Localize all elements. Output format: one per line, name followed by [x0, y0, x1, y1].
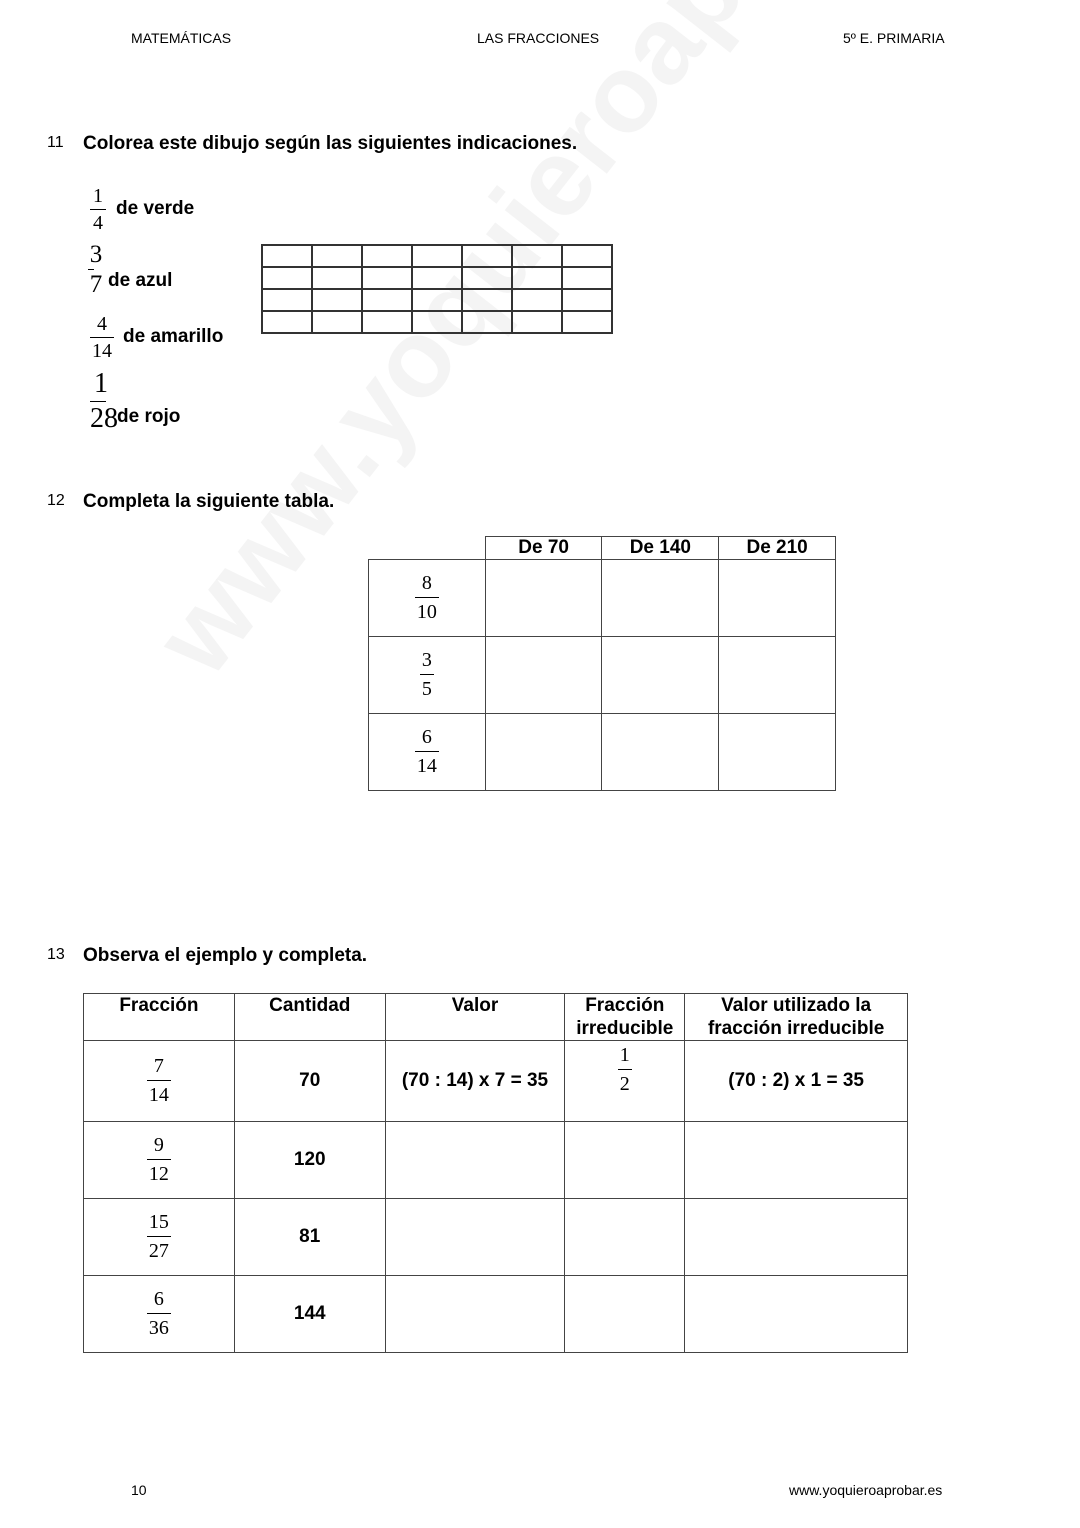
footer-site: www.yoquieroaprobar.es	[789, 1482, 943, 1498]
row-cantidad: 81	[234, 1199, 385, 1276]
denominator: 14	[92, 340, 112, 362]
grid-cell[interactable]	[362, 311, 412, 333]
denominator: 10	[416, 601, 437, 623]
numerator: 1	[93, 185, 103, 207]
row-fraction	[84, 1276, 235, 1353]
grid-cell[interactable]	[412, 245, 462, 267]
answer-cell[interactable]	[565, 1199, 685, 1276]
numerator: 1	[94, 368, 108, 399]
numerator: 7	[153, 1054, 164, 1077]
q11-fraction-1	[90, 186, 106, 233]
q12-col-header: De 140	[602, 537, 719, 560]
grid-cell[interactable]	[412, 267, 462, 289]
answer-cell[interactable]	[602, 637, 719, 714]
header-grade: 5º E. PRIMARIA	[843, 30, 945, 46]
answer-cell[interactable]	[385, 1276, 565, 1353]
grid-cell[interactable]	[512, 289, 562, 311]
row-fraction	[84, 1122, 235, 1199]
grid-cell[interactable]	[312, 245, 362, 267]
grid-cell[interactable]	[362, 267, 412, 289]
table-row	[84, 1041, 908, 1122]
q13-number: 13	[47, 946, 65, 963]
numerator: 8	[421, 572, 432, 594]
denominator: 5	[421, 678, 432, 700]
q11-label-4: de rojo	[117, 406, 181, 427]
q13-col-header: Valor	[385, 994, 565, 1041]
grid-cell[interactable]	[562, 311, 612, 333]
header-subject: MATEMÁTICAS	[131, 30, 232, 46]
denominator: 36	[148, 1316, 169, 1339]
grid-cell[interactable]	[512, 245, 562, 267]
table-row	[369, 637, 836, 714]
row-cantidad: 70	[234, 1041, 385, 1122]
answer-cell[interactable]	[565, 1276, 685, 1353]
grid-cell[interactable]	[262, 289, 312, 311]
grid-cell[interactable]	[462, 245, 512, 267]
table-row	[84, 1122, 908, 1199]
q13-table	[83, 993, 908, 1353]
grid-cell[interactable]	[562, 245, 612, 267]
answer-cell[interactable]	[485, 637, 602, 714]
answer-cell[interactable]	[485, 714, 602, 791]
denominator: 14	[416, 755, 437, 777]
grid-cell[interactable]	[512, 267, 562, 289]
row-valor: (70 : 14) x 7 = 35	[385, 1041, 565, 1122]
q12-col-header: De 70	[485, 537, 602, 560]
grid-cell[interactable]	[312, 289, 362, 311]
grid-cell[interactable]	[262, 267, 312, 289]
answer-cell[interactable]	[719, 560, 836, 637]
numerator: 6	[421, 726, 432, 748]
q13-title: Observa el ejemplo y completa.	[83, 945, 368, 966]
denominator: 4	[93, 212, 103, 234]
empty-corner	[369, 537, 486, 560]
answer-cell[interactable]	[385, 1122, 565, 1199]
answer-cell[interactable]	[485, 560, 602, 637]
denominator: 14	[148, 1083, 169, 1106]
answer-cell[interactable]	[719, 637, 836, 714]
grid-cell[interactable]	[562, 289, 612, 311]
numerator: 3	[89, 241, 103, 268]
numerator: 6	[153, 1287, 164, 1310]
header-topic: LAS FRACCIONES	[477, 30, 600, 46]
grid-cell[interactable]	[412, 289, 462, 311]
coloring-grid[interactable]	[261, 244, 613, 334]
answer-cell[interactable]	[602, 560, 719, 637]
numerator: 15	[148, 1210, 169, 1233]
q12-title: Completa la siguiente tabla.	[83, 491, 335, 512]
q11-label-1: de verde	[116, 198, 195, 219]
table-row	[84, 1276, 908, 1353]
grid-cell[interactable]	[462, 311, 512, 333]
q11-label-3: de amarillo	[123, 326, 224, 347]
denominator: 2	[619, 1073, 630, 1095]
q13-col-header: Cantidad	[234, 994, 385, 1041]
denominator: 7	[89, 271, 103, 298]
numerator: 1	[619, 1044, 630, 1066]
grid-cell[interactable]	[362, 245, 412, 267]
q11-fraction-4	[90, 368, 118, 442]
q13-col-header: Fracción irreducible	[565, 994, 685, 1041]
answer-cell[interactable]	[719, 714, 836, 791]
grid-cell[interactable]	[262, 245, 312, 267]
q12-col-header: De 210	[719, 537, 836, 560]
numerator: 3	[421, 649, 432, 671]
grid-cell[interactable]	[462, 267, 512, 289]
row-fraction	[84, 1041, 235, 1122]
numerator: 9	[153, 1133, 164, 1156]
answer-cell[interactable]	[385, 1199, 565, 1276]
grid-cell[interactable]	[262, 311, 312, 333]
q11-fraction-3	[90, 314, 114, 361]
answer-cell[interactable]	[565, 1122, 685, 1199]
answer-cell[interactable]	[602, 714, 719, 791]
q13-col-header: Valor utilizado la fracción irreducible	[685, 994, 908, 1041]
grid-cell[interactable]	[412, 311, 462, 333]
grid-cell[interactable]	[562, 267, 612, 289]
answer-cell[interactable]	[685, 1199, 908, 1276]
row-irreducible	[565, 1041, 685, 1122]
table-row	[369, 560, 836, 637]
grid-cell[interactable]	[362, 289, 412, 311]
grid-cell[interactable]	[312, 311, 362, 333]
denominator: 27	[148, 1239, 169, 1262]
grid-cell[interactable]	[512, 311, 562, 333]
row-fraction	[369, 637, 486, 714]
row-fraction	[84, 1199, 235, 1276]
grid-cell[interactable]	[462, 289, 512, 311]
page-number: 10	[131, 1482, 147, 1498]
row-cantidad: 120	[234, 1122, 385, 1199]
table-row	[369, 714, 836, 791]
row-cantidad: 144	[234, 1276, 385, 1353]
row-fraction	[369, 560, 486, 637]
denominator: 28	[90, 403, 118, 434]
q12-table	[368, 536, 836, 791]
row-valor-irreducible: (70 : 2) x 1 = 35	[685, 1041, 908, 1122]
q11-number: 11	[47, 134, 64, 151]
q11-title: Colorea este dibujo según las siguientes indicaciones.	[83, 133, 578, 154]
answer-cell[interactable]	[685, 1122, 908, 1199]
q13-col-header: Fracción	[84, 994, 235, 1041]
table-row	[84, 1199, 908, 1276]
denominator: 12	[148, 1162, 169, 1185]
answer-cell[interactable]	[685, 1276, 908, 1353]
q12-number: 12	[47, 492, 65, 509]
grid-cell[interactable]	[312, 267, 362, 289]
q11-fraction-2	[88, 242, 104, 297]
q11-label-2: de azul	[108, 270, 173, 291]
numerator: 4	[97, 313, 107, 335]
row-fraction	[369, 714, 486, 791]
